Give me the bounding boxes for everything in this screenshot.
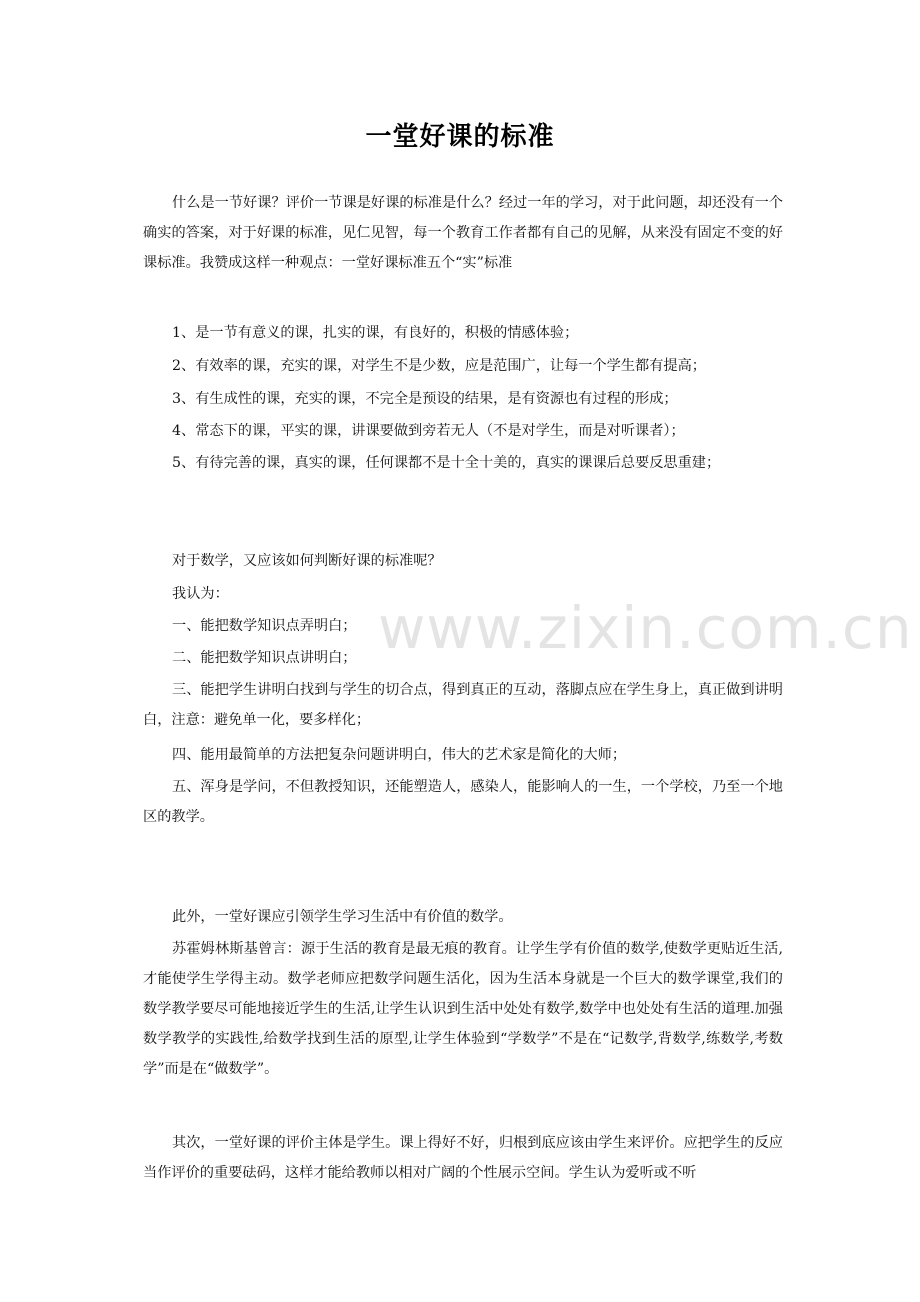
document-title: 一堂好课的标准 (365, 122, 555, 152)
my-view-label: 我认为： (172, 586, 229, 602)
math-question: 对于数学，又应该如何判断好课的标准呢？ (172, 553, 442, 569)
second-paragraph: 其次，一堂好课的评价主体是学生。课上得好不好，归根到底应该由学生来评价。应把学生的反应当作评价的重要砝码，这样才能给教师以相对广阔的个性展示空间。学生认为爱听或不听 (143, 1135, 783, 1181)
math-point: 二、能把数学知识点讲明白； (172, 650, 357, 666)
math-point: 四、能用最简单的方法把复杂问题讲明白，伟大的艺术家是简化的大师； (172, 747, 627, 763)
standard-item: 2、有效率的课，充实的课，对学生不是少数，应是范围广，让每一个学生都有提高； (172, 358, 706, 374)
standard-item: 4、常态下的课，平实的课，讲课要做到旁若无人（不是对学生，而是对听课者）； (172, 423, 685, 439)
watermark: www.zixin.com.cn (378, 594, 913, 662)
math-point: 五、浑身是学问，不但教授知识，还能塑造人，感染人，能影响人的一生，一个学校，乃至一个地区的教学。 (143, 779, 783, 825)
math-point: 三、能把学生讲明白找到与学生的切合点，得到真正的互动，落脚点应在学生身上，真正做到讲明白，注意：避免单一化，要多样化； (143, 682, 783, 728)
quote-paragraph: 苏霍姆林斯基曾言：源于生活的教育是最无痕的教育。让学生学有价值的数学,使数学更贴近生活,才能使学生学得主动。数学老师应把数学问题生活化，因为生活本身就是一个巨大的数学课堂,我们的数学教学要尽可能地接近学生的生活,让学生认识到生活中处处有数学,数学中也处处有生活的道理.加强数学教学的实践性,给数学找到生活的原型,让学生体验到“学数学”不是在“记数学,背数学,练数学,考数学”而是在“做数学”。 (143, 941, 783, 1077)
intro-paragraph: 什么是一节好课？评价一节课是好课的标准是什么？经过一年的学习，对于此问题，却还没有一个确实的答案，对于好课的标准，见仁见智，每一个教育工作者都有自己的见解，从来没有固定不变的好课标准。我赞成这样一种观点：一堂好课标准五个“实”标准 (143, 195, 783, 271)
standard-item: 1、是一节有意义的课，扎实的课，有良好的，积极的情感体验； (172, 325, 579, 341)
standard-item: 3、有生成性的课，充实的课，不完全是预设的结果，是有资源也有过程的形成； (172, 391, 678, 407)
math-point: 一、能把数学知识点弄明白； (172, 618, 357, 634)
standard-item: 5、有待完善的课，真实的课，任何课都不是十全十美的，真实的课课后总要反思重建； (172, 455, 721, 471)
besides-paragraph: 此外，一堂好课应引领学生学习生活中有价值的数学。 (172, 909, 513, 925)
